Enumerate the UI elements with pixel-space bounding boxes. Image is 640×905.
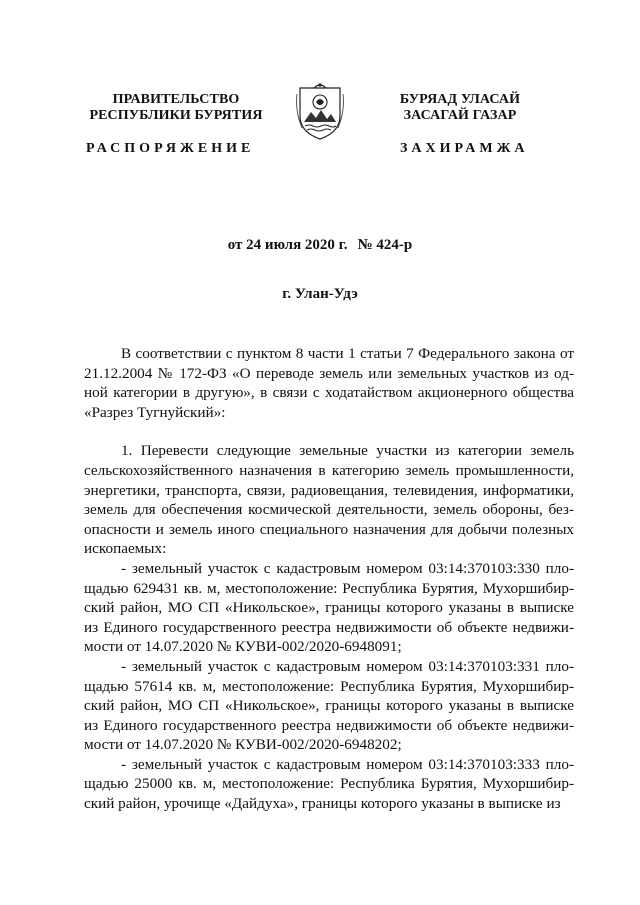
- decree-number: № 424-р: [357, 237, 413, 253]
- government-title-buryat-line1: БУРЯАД УЛАСАЙ: [399, 92, 521, 107]
- paragraph-preamble: В соответствии с пунктом 8 части 1 статьи 7 Федерального закона от 21.12.2004 № 172-ФЗ «О переводе земель или земельных участков из одной категории в другую», в связи с ходатайством акционерного общества «Разрез Тугнуйский»:: [84, 345, 574, 421]
- coat-of-arms-buryatia-icon: [294, 82, 346, 142]
- paragraph-item-1: 1. Перевести следующие земельные участки из категории земель сельскохозяйственного назначения в категорию земель промышленности, энергетики, транспорта, связи, радиовещания, телевидения, информатики, земель для обеспечения космической деятельности, земель обороны, безопасности и земель иного специального назначения для добычи полезных ископаемых:: [84, 442, 574, 558]
- paragraph-land-plot-3: - земельный участок с кадастровым номером 03:14:370103:333 площадью 25000 кв. м, местоположение: Республика Бурятия, Мухоршибирский район, урочище «Дайдуха», границы которого указаны в выписке из: [84, 755, 574, 813]
- government-title-line2: РЕСПУБЛИКИ БУРЯТИЯ: [89, 108, 263, 123]
- decree-date-number: [0, 236, 640, 254]
- government-title-buryat: [360, 92, 560, 124]
- decree-type-buryat: ЗАХИРАМЖА: [400, 141, 529, 156]
- decree-type-russian: РАСПОРЯЖЕНИЕ: [86, 141, 255, 156]
- decree-city: г. Улан-Удэ: [282, 286, 358, 302]
- paragraph-land-plot-1: - земельный участок с кадастровым номером 03:14:370103:330 площадью 629431 кв. м, местоположение: Республика Бурятия, Мухоршибирский район, МО СП «Никольское», границы которого указаны в выписке из Единого государственного реестра недвижимости об объекте недвижимости от 14.07.2020 № КУВИ-002/2020-6948091;: [84, 559, 574, 656]
- government-title-buryat-line2: ЗАСАГАЙ ГАЗАР: [403, 108, 517, 123]
- government-title: [76, 92, 276, 124]
- paragraph-land-plot-2: - земельный участок с кадастровым номером 03:14:370103:331 площадью 57614 кв. м, местоположение: Республика Бурятия, Мухоршибирский район, МО СП «Никольское», границы которого указаны в выписке из Единого государственного реестра недвижимости об объекте недвижимости от 14.07.2020 № КУВИ-002/2020-6948202;: [84, 657, 574, 754]
- decree-body: [84, 344, 574, 814]
- government-title-line1: ПРАВИТЕЛЬСТВО: [112, 92, 240, 107]
- decree-date: от 24 июля 2020 г.: [227, 237, 348, 253]
